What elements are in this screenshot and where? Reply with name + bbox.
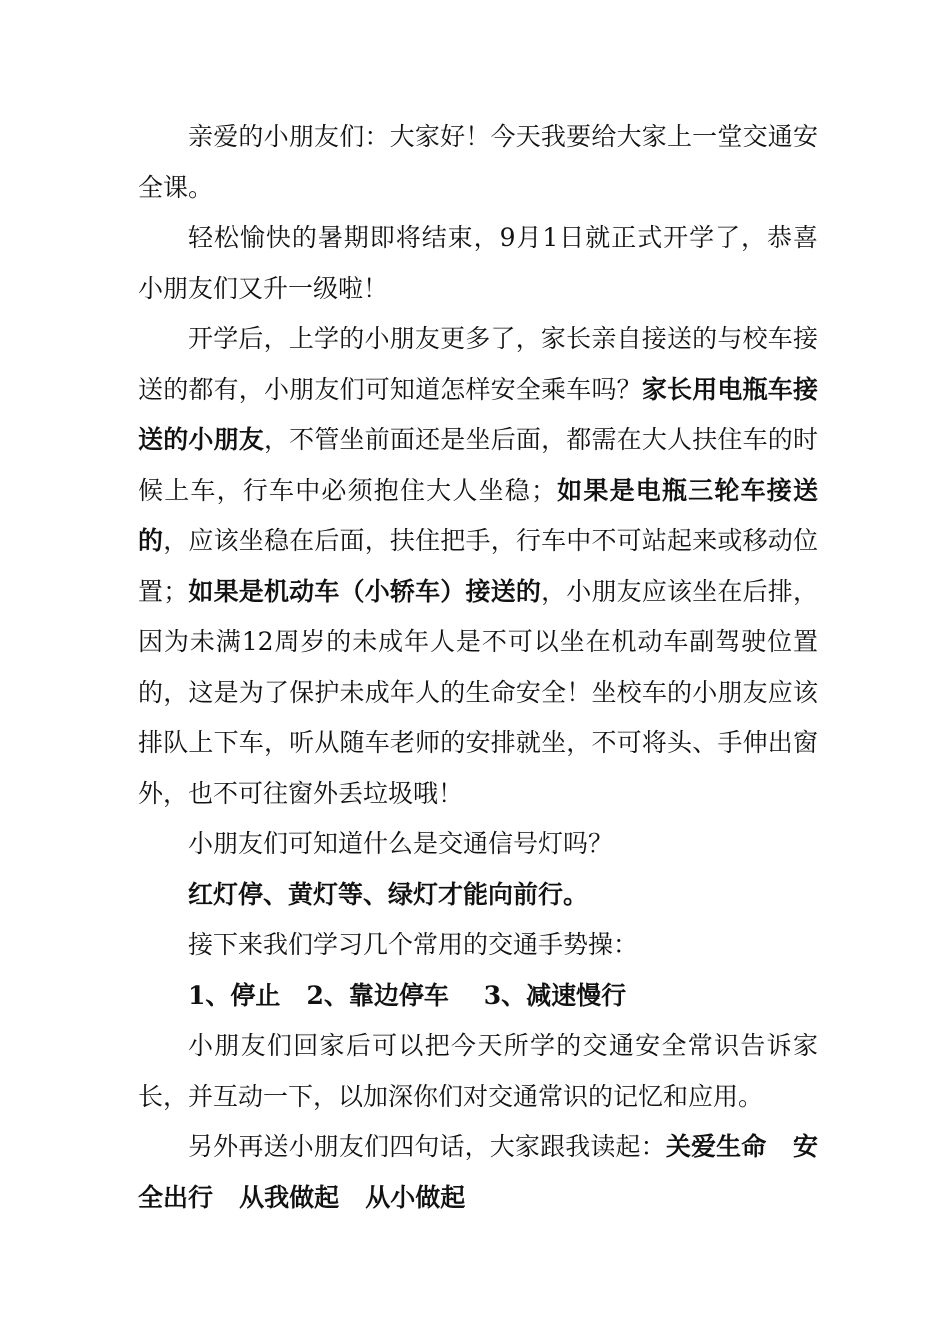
document-page [138,112,818,1223]
riding-text-3: ，应该坐稳在后面，扶住把手，行车中不可站起来或移动位置； [138,526,818,606]
gesture-intro: 接下来我们学习几个常用的交通手势操： [188,930,639,959]
riding-text-2: ，不管坐前面还是坐后面，都需在大人扶住车的时候上车，行车中必须抱住大人坐稳； [138,425,818,505]
riding-bold-2: 如果是电瓶三轮车接送的 [138,475,818,555]
closing-slogan: 关爱生命 安全出行 从我做起 从小做起 [138,1132,818,1212]
closing-text: 另外再送小朋友们四句话，大家跟我读起： [188,1132,666,1161]
school-start-paragraph: 轻松愉快的暑期即将结束，9月1日就正式开学了，恭喜小朋友们又升一级啦！ [138,223,818,303]
greeting-paragraph: 亲爱的小朋友们：大家好！今天我要给大家上一堂交通安全课。 [138,122,818,202]
homework-paragraph: 小朋友们回家后可以把今天所学的交通安全常识告诉家长，并互动一下，以加深你们对交通常识的记忆和应用。 [138,1031,818,1111]
riding-bold-3: 如果是机动车（小轿车）接送的 [188,576,542,606]
riding-safety-paragraph [138,314,818,819]
riding-bold-1: 家长用电瓶车接送的小朋友 [138,374,818,454]
gesture-list: 1、停止 2、靠边停车 3、减速慢行 [188,980,627,1010]
traffic-light-question: 小朋友们可知道什么是交通信号灯吗？ [188,829,614,858]
riding-text-4: ，小朋友应该坐在后排，因为未满12周岁的未成年人是不可以坐在机动车副驾驶位置的，这是为了保护未成年人的生命安全！坐校车的小朋友应该排队上下车，听从随车老师的安排就坐，不可将头、手伸出窗外，也不可往窗外丢垃圾哦！ [138,576,818,808]
traffic-light-rule: 红灯停、黄灯等、绿灯才能向前行。 [188,879,589,909]
closing-paragraph [138,1122,818,1223]
riding-text-1: 开学后，上学的小朋友更多了，家长亲自接送的与校车接送的都有，小朋友们可知道怎样安全乘车吗？ [138,324,818,404]
